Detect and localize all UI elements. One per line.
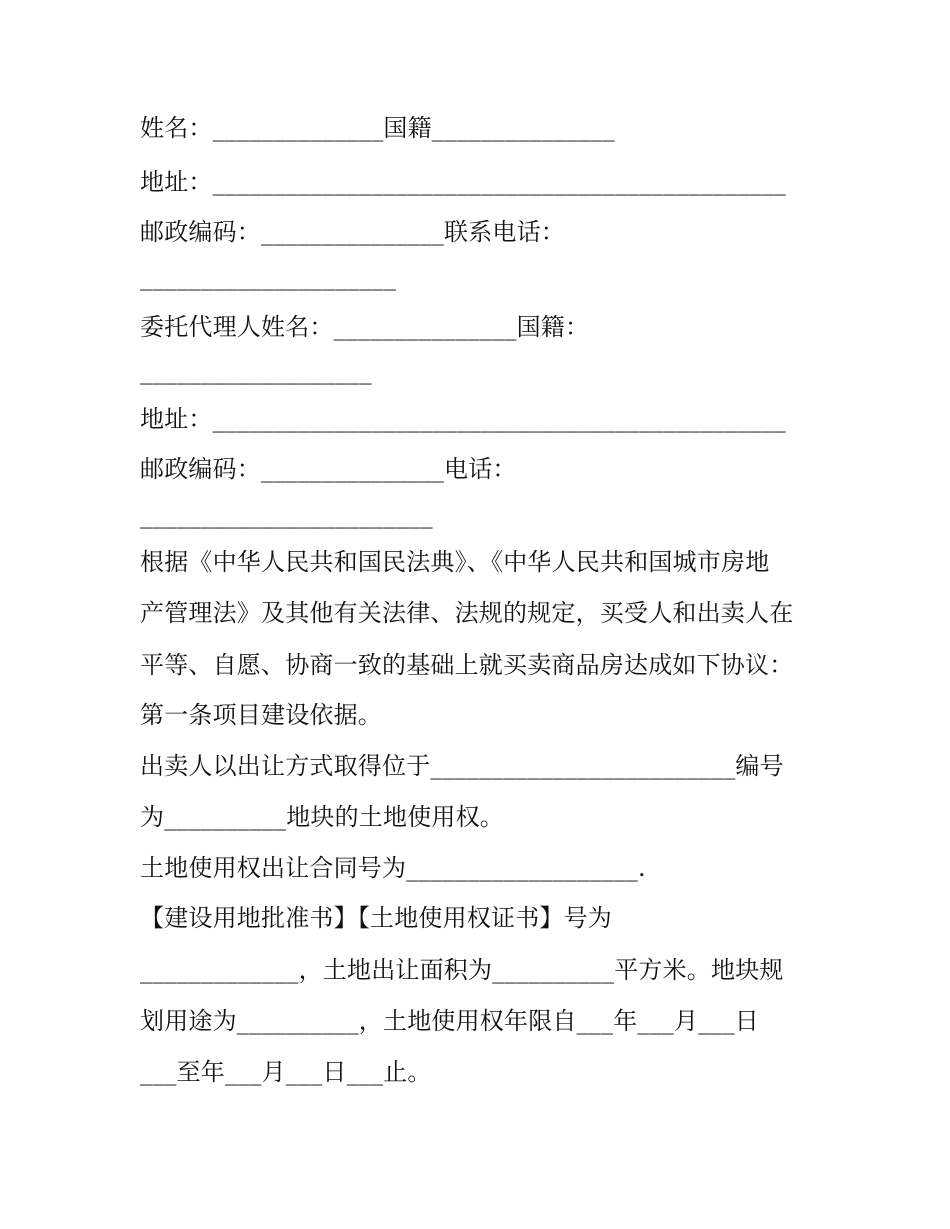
agent-phone-blank-line: ________________________ <box>140 501 433 529</box>
land-location-line: 出卖人以出让方式取得位于_________________________编号 <box>140 752 784 780</box>
article-one-heading: 第一条项目建设依据。 <box>140 701 382 729</box>
land-use-term-line: 划用途为__________，土地使用权年限自___年___月___日 <box>140 1007 759 1035</box>
buyer-phone-blank-line: _____________________ <box>140 263 397 291</box>
buyer-name-nationality-line: 姓名：______________国籍_______________ <box>140 114 615 142</box>
legal-basis-line-1: 根据《中华人民共和国民法典》、《中华人民共和国城市房地 <box>140 548 770 576</box>
agent-nationality-blank-line: ___________________ <box>140 357 372 385</box>
agent-name-nationality-line: 委托代理人姓名：_______________国籍： <box>140 313 590 341</box>
land-number-line: 为__________地块的土地使用权。 <box>140 803 504 831</box>
agent-address-line: 地址：_______________________________________________ <box>140 405 786 433</box>
land-area-line: _____________，土地出让面积为__________平方米。地块规 <box>140 956 784 984</box>
buyer-address-line: 地址：_______________________________________________ <box>140 168 786 196</box>
contract-number-line: 土地使用权出让合同号为___________________. <box>140 854 646 882</box>
term-end-line: ___至年___月___日___止。 <box>140 1058 432 1086</box>
agent-postcode-phone-line: 邮政编码：_______________电话： <box>140 455 517 483</box>
legal-basis-line-3: 平等、自愿、协商一致的基础上就买卖商品房达成如下协议： <box>140 651 794 679</box>
certificate-line: 【建设用地批准书】【土地使用权证书】号为 <box>140 904 612 932</box>
buyer-postcode-phone-line: 邮政编码：_______________联系电话： <box>140 218 565 246</box>
legal-basis-line-2: 产管理法》及其他有关法律、法规的规定，买受人和出卖人在 <box>140 599 794 627</box>
